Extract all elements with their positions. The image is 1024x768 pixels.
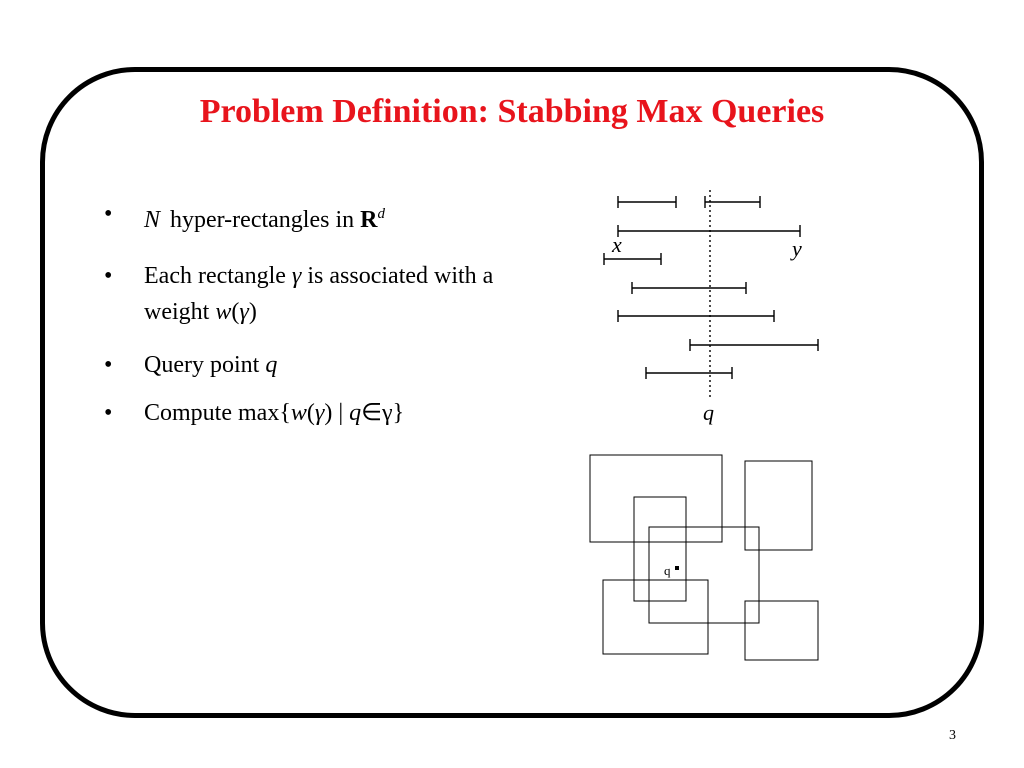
weight-symbol-2: w: [290, 400, 307, 426]
bullet-3-text: Query point: [144, 352, 260, 378]
paren-open-2: (: [306, 400, 315, 426]
page-number: 3: [949, 728, 956, 743]
brace-close: }: [392, 400, 405, 426]
bullet-2-text-2: is associated with a weight: [144, 263, 494, 325]
element-of-symbol: ∈: [361, 400, 383, 426]
bullet-item-3: [104, 347, 504, 383]
interval-label-y: y: [792, 236, 802, 261]
paren-close: ): [248, 299, 257, 325]
bullet-item-4: [104, 395, 504, 431]
gamma-symbol-2: γ: [239, 299, 249, 325]
bar-symbol: |: [332, 400, 350, 426]
query-symbol-2: q: [349, 400, 362, 426]
bullet-1-text: hyper-rectangles in: [170, 207, 355, 233]
gamma-symbol: γ: [291, 263, 302, 289]
bullet-item-1: [104, 196, 504, 238]
weight-symbol: w: [215, 299, 232, 325]
query-symbol: q: [265, 352, 278, 378]
slide-title: Problem Definition: Stabbing Max Queries: [199, 93, 825, 130]
bullet-2-text-1: Each rectangle: [144, 263, 286, 289]
paren-open: (: [231, 299, 240, 325]
paren-close-2: ): [324, 400, 333, 426]
bullet-item-2: [104, 258, 504, 330]
rectangle-label-q: q: [664, 563, 671, 578]
interval-label-x: x: [612, 232, 622, 257]
real-space-symbol: R: [360, 207, 378, 233]
gamma-symbol-4: γ: [382, 400, 393, 426]
bullet-4-text: Compute max{: [144, 400, 291, 426]
bullet-list: [104, 196, 504, 451]
interval-label-q: q: [703, 400, 714, 425]
gamma-symbol-3: γ: [314, 400, 325, 426]
dimension-superscript: d: [377, 206, 385, 222]
n-symbol: N: [144, 207, 161, 233]
